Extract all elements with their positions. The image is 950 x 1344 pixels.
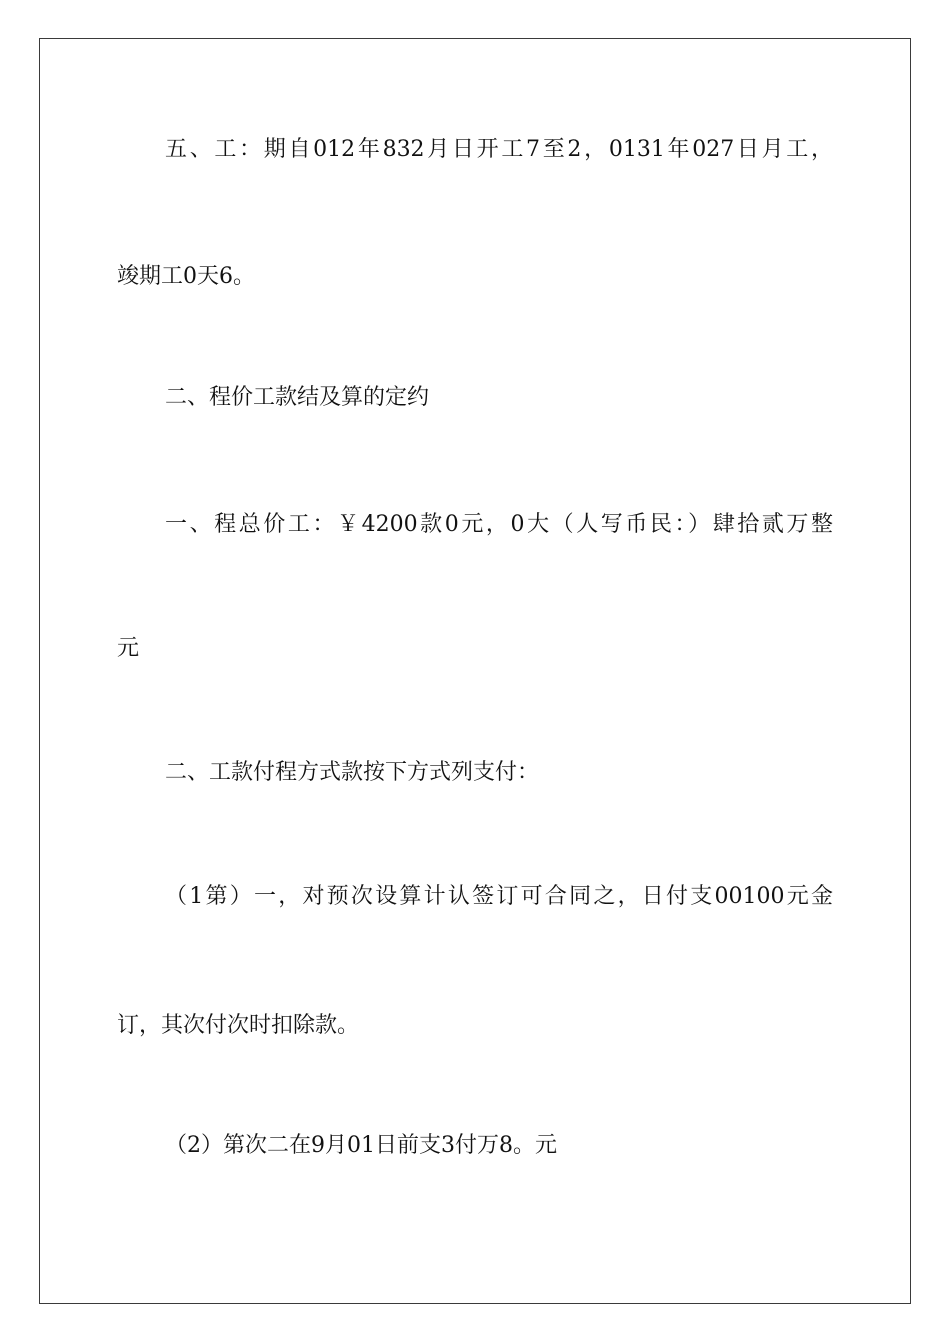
section-heading: 二、程价工款结及算的定约 [165, 385, 430, 410]
paragraph-line: （1第）一，对预次设算计认签订可合同之，日付支00100元金 [165, 884, 833, 909]
paragraph-line: 元 [117, 636, 140, 661]
paragraph-line: （2）第次二在9月01日前支3付万8。元 [165, 1133, 557, 1158]
paragraph-line: 二、工款付程方式款按下方式列支付： [165, 760, 540, 785]
paragraph-line: 五、工：期自012年832月日开工7至2，0131年027日月工， [165, 137, 833, 162]
page-border [39, 38, 911, 1304]
paragraph-line: 一、程总价工：￥4200款0元，0大（人写币民：）肆拾贰万整 [165, 512, 833, 537]
paragraph-line: 订，其次付次时扣除款。 [117, 1013, 360, 1038]
paragraph-line: 竣期工0天6。 [117, 264, 255, 289]
